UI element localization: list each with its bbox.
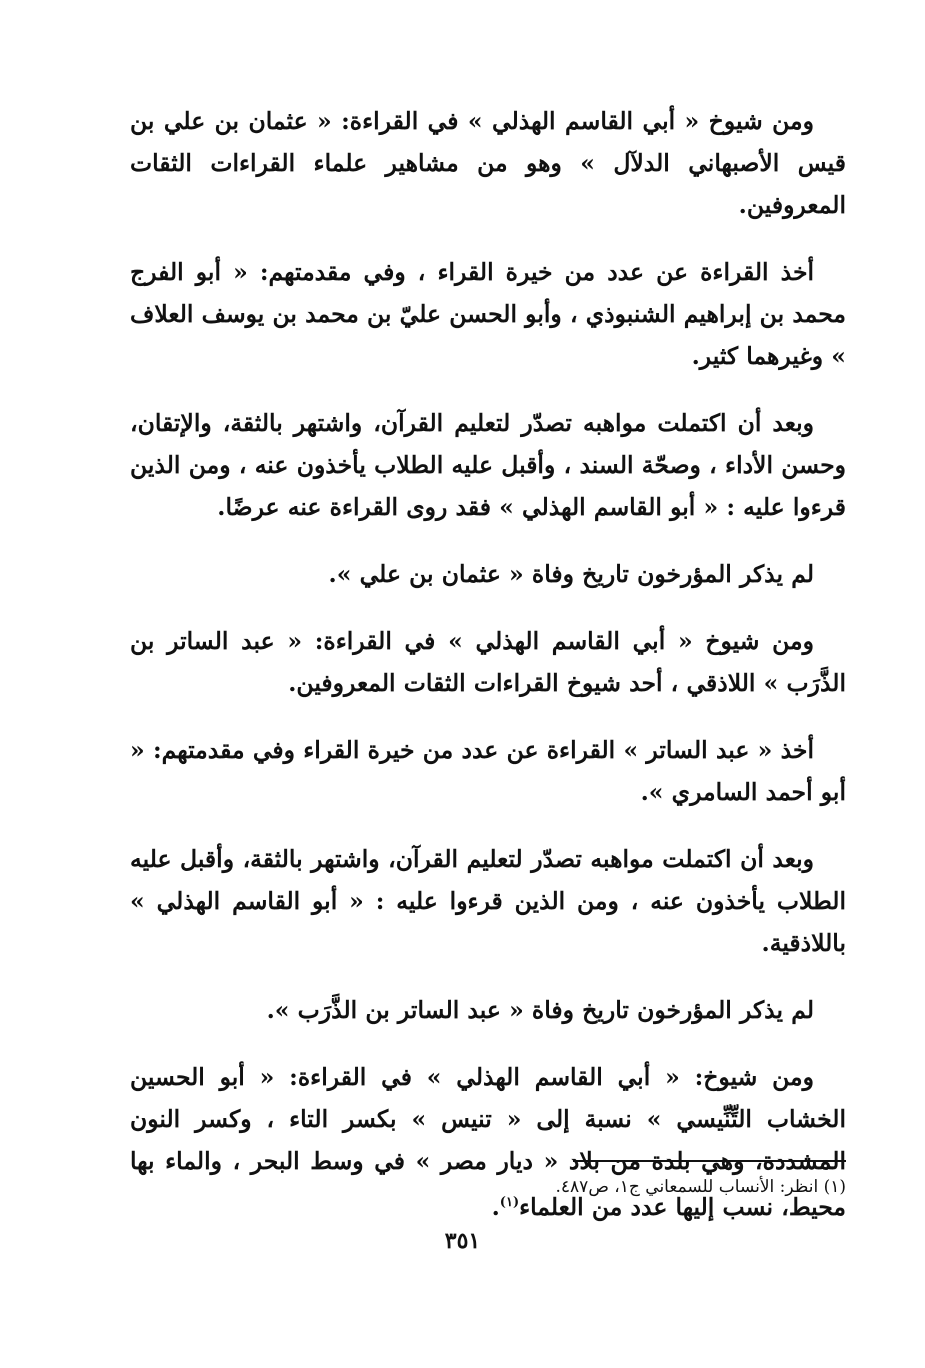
paragraph-3-text: وبعد أن اكتملت مواهبه تصدّر لتعليم القرآن، واشتهر بالثقة، والإتقان، وحسن الأداء ، وصحّة السند ، وأقبل عليه الطلاب يأخذون عنه ، ومن الذين قرءوا عليه : « أبو القاسم الهذلي » فقد روى القراءة عنه عرضًا. [130,409,846,521]
paragraph-2-text: أخذ القراءة عن عدد من خيرة القراء ، وفي مقدمتهم: « أبو الفرج محمد بن إبراهيم الشنبوذي ، وأبو الحسن عليّ بن محمد بن يوسف العلاف » وغيرهما كثير. [130,258,846,370]
paragraph-9-end: . [491,1192,500,1221]
paragraph-8-text: لم يذكر المؤرخون تاريخ وفاة « عبد الساتر بن الذَّرَب ». [266,996,814,1024]
page-body [130,100,846,1253]
paragraph-6 [130,729,846,813]
paragraph-1 [130,100,846,226]
paragraph-2 [130,251,846,377]
footnote-divider [573,1160,846,1162]
footnote: (١) انظر: الأنساب للسمعاني ج١، ص٤٨٧. [555,1177,846,1197]
paragraph-4-text: لم يذكر المؤرخون تاريخ وفاة « عثمان بن علي ». [328,560,814,588]
paragraph-8 [130,989,846,1031]
paragraph-4 [130,553,846,595]
paragraph-3 [130,402,846,528]
paragraph-5-text: ومن شيوخ « أبي القاسم الهذلي » في القراءة: « عبد الساتر بن الذَّرَب » اللاذقي ، أحد شيوخ القراءات الثقات المعروفين. [130,627,846,697]
paragraph-6-text: أخذ « عبد الساتر » القراءة عن عدد من خيرة القراء وفي مقدمتهم: « أبو أحمد السامري ». [130,736,846,806]
paragraph-7 [130,838,846,964]
paragraph-9 [130,1056,846,1228]
paragraph-1-text: ومن شيوخ « أبي القاسم الهذلي » في القراءة: « عثمان بن علي بن قيس الأصبهاني الدلآل » وهو من مشاهير علماء القراءات الثقات المعروفين. [130,107,846,219]
paragraph-7-text: وبعد أن اكتملت مواهبه تصدّر لتعليم القرآن، واشتهر بالثقة، وأقبل عليه الطلاب يأخذون عنه ، ومن الذين قرءوا عليه : « أبو القاسم الهذلي » باللاذقية. [130,845,846,957]
paragraph-9-text: ومن شيوخ: « أبي القاسم الهذلي » في القراءة: « أبو الحسين الخشاب التِّنِّيسي » نسبة إلى « تنيس » بكسر التاء ، وكسر النون المشددة، وهي بلدة من بلاد « ديار مصر » في وسط البحر ، والماء بها محيط، نسب إليها عدد من العلماء [130,1063,846,1221]
page-number: ٣٥١ [444,1228,481,1254]
paragraph-5 [130,620,846,704]
footnote-reference: (١) [499,1195,520,1210]
